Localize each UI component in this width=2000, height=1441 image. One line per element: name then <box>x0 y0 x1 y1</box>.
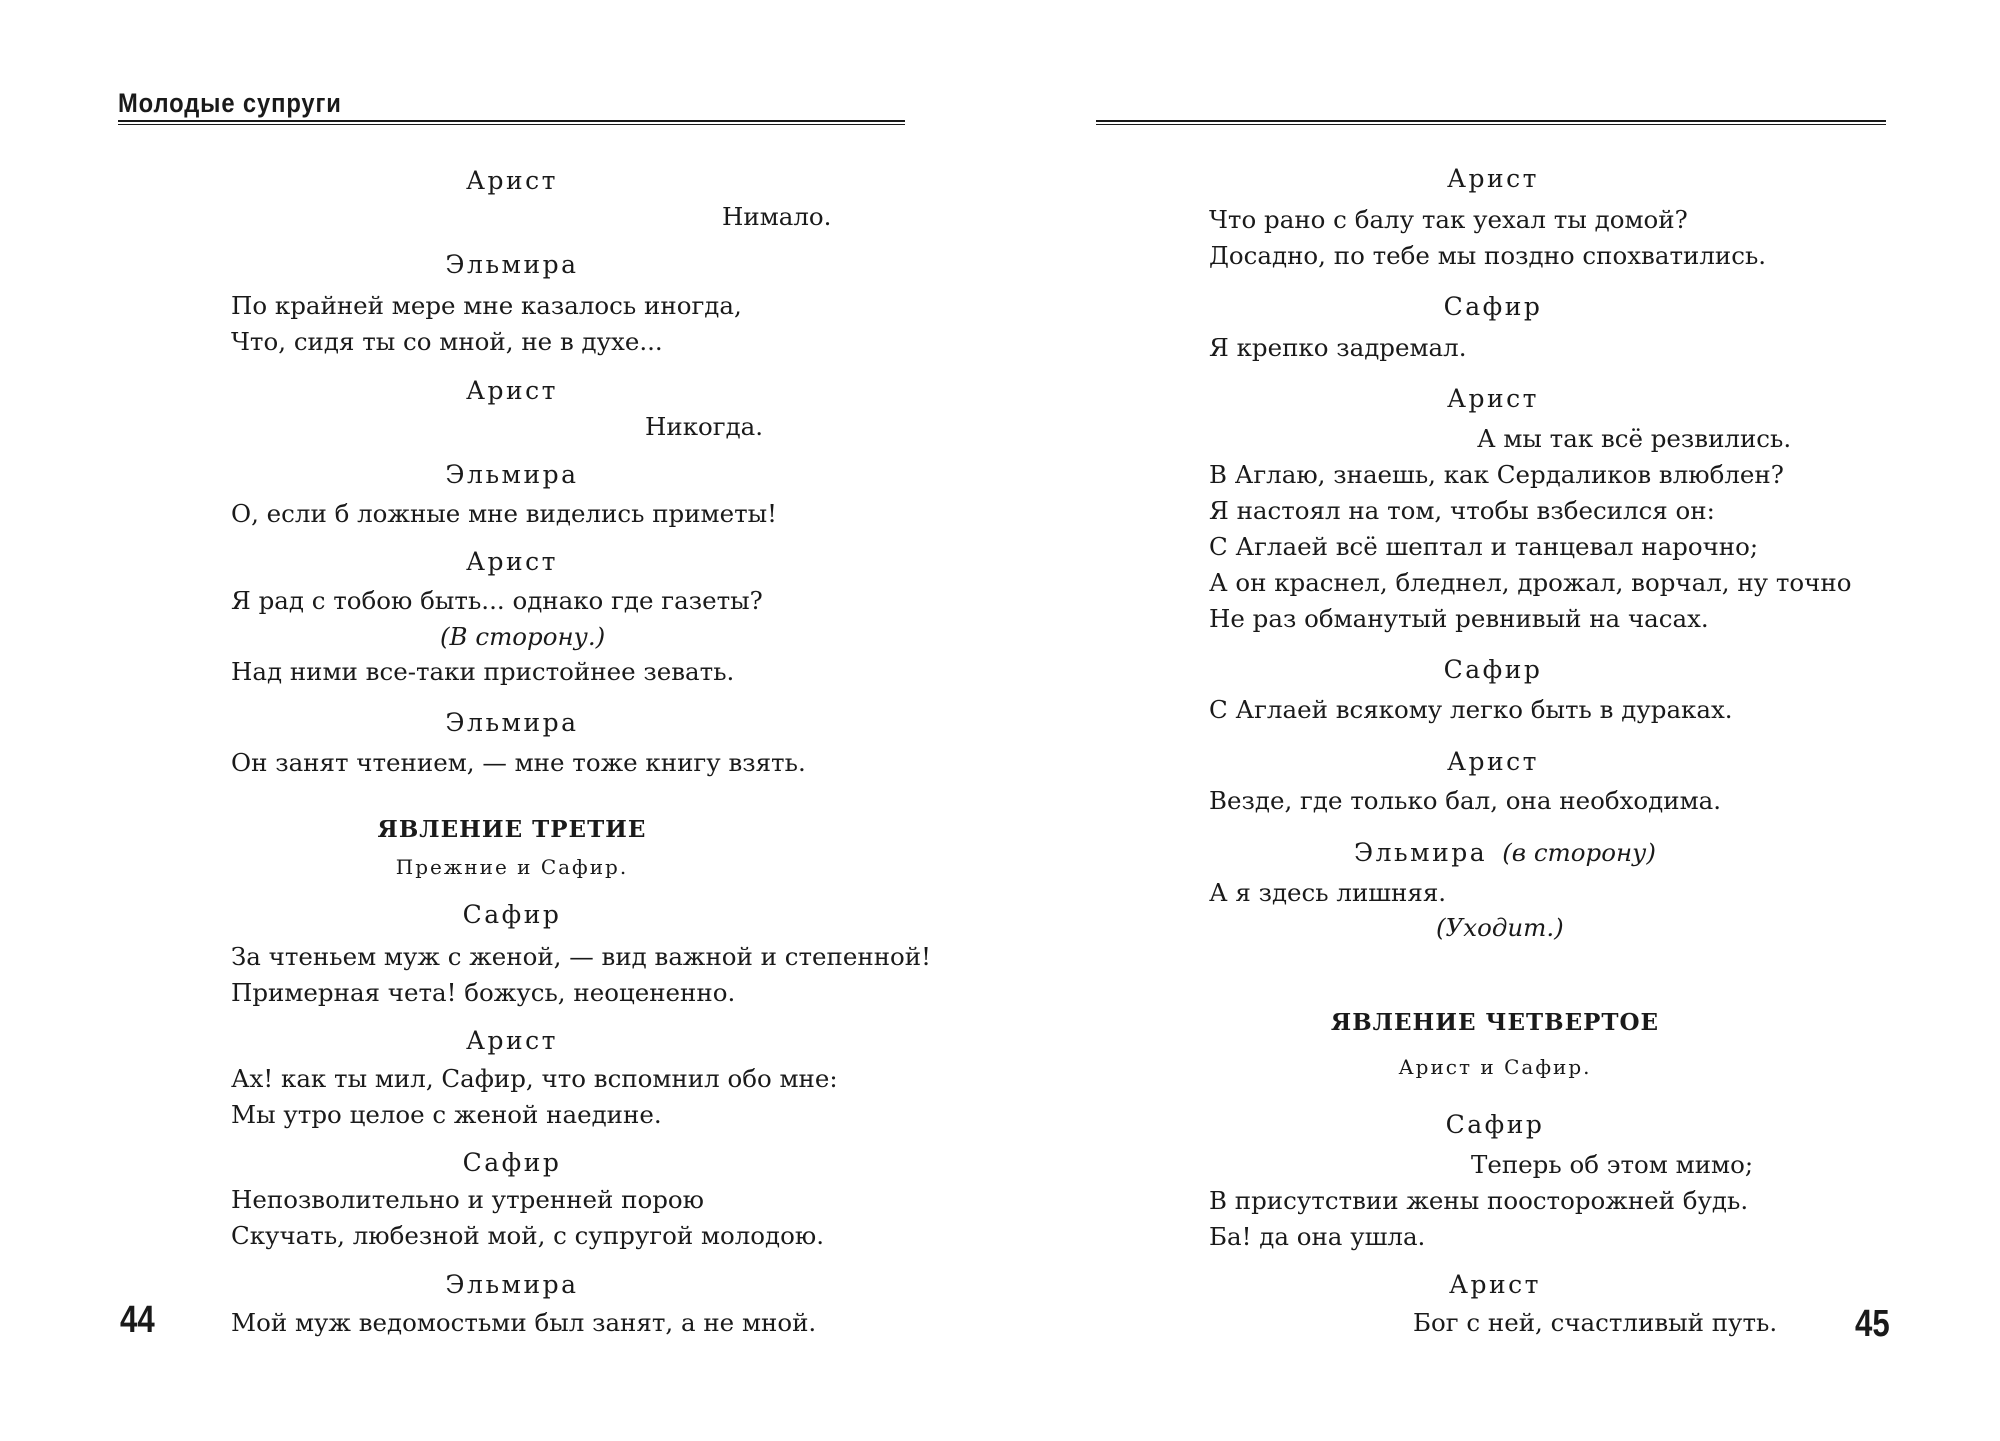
verse-line: А я здесь лишняя. <box>1209 878 1447 907</box>
verse-line: С Аглаей всё шептал и танцевал нарочно; <box>1209 532 1759 561</box>
speaker-name: Арист <box>1447 747 1539 776</box>
verse-line: За чтеньем муж с женой, — вид важной и степенной! <box>231 942 931 971</box>
verse-line: Что, сидя ты со мной, не в духе... <box>231 327 663 356</box>
verse-line: Ах! как ты мил, Сафир, что вспомнил обо мне: <box>231 1064 838 1093</box>
verse-line: Скучать, любезной мой, с супругой молодою. <box>231 1221 825 1250</box>
verse-line: Я крепко задремал. <box>1209 333 1467 362</box>
verse-line: В присутствии жены поосторожней будь. <box>1209 1186 1749 1215</box>
verse-line: Везде, где только бал, она необходима. <box>1209 786 1722 815</box>
verse-line: По крайней мере мне казалось иногда, <box>231 291 742 320</box>
speaker-name: Арист <box>1449 1270 1541 1299</box>
verse-line: Бог с ней, счастливый путь. <box>1413 1308 1778 1337</box>
verse-line: Мой муж ведомостьми был занят, а не мной. <box>231 1308 817 1337</box>
verse-line: Примерная чета! божусь, неоцененно. <box>231 978 736 1007</box>
verse-line: О, если б ложные мне виделись приметы! <box>231 499 777 528</box>
speaker-name: Сафир <box>462 900 562 929</box>
running-title: Молодые супруги <box>118 88 342 118</box>
verse-line: Ба! да она ушла. <box>1209 1222 1426 1251</box>
verse-line: Он занят чтением, — мне тоже книгу взять. <box>231 748 806 777</box>
scene-heading: ЯВЛЕНИЕ ЧЕТВЕРТОЕ <box>1330 1009 1660 1036</box>
speaker-name: Арист <box>466 166 558 195</box>
verse-line: С Аглаей всякому легко быть в дураках. <box>1209 695 1733 724</box>
speaker-with-aside <box>1354 838 1656 867</box>
cast-list: Прежние и Сафир. <box>395 855 629 879</box>
speaker-name: Сафир <box>1445 1110 1545 1139</box>
verse-line: Теперь об этом мимо; <box>1471 1150 1754 1179</box>
speaker-name: Эльмира <box>445 250 579 279</box>
verse-line: А он краснел, бледнел, дрожал, ворчал, ну точно <box>1209 568 1852 597</box>
verse-line: Над ними все-таки пристойнее зевать. <box>231 657 735 686</box>
header-rule-left <box>118 120 905 125</box>
verse-line: Я рад с тобою быть... однако где газеты? <box>231 586 763 615</box>
page-number: 44 <box>120 1299 155 1341</box>
verse-line: Досадно, по тебе мы поздно спохватились. <box>1209 241 1767 270</box>
speaker-name: Сафир <box>1443 655 1543 684</box>
speaker-name: Арист <box>1447 164 1539 193</box>
verse-line: Никогда. <box>645 412 764 441</box>
verse-line: Непозволительно и утренней порою <box>231 1185 704 1214</box>
verse-line: А мы так всё резвились. <box>1477 424 1792 453</box>
stage-direction: (Уходит.) <box>1436 913 1564 942</box>
stage-direction: (В сторону.) <box>440 622 606 651</box>
page-number: 45 <box>1855 1303 1890 1345</box>
speaker-name: Эльмира <box>445 1270 579 1299</box>
speaker-name: Сафир <box>1443 292 1543 321</box>
verse-line: Нимало. <box>722 202 832 231</box>
speaker-name: Эльмира <box>1354 838 1488 867</box>
verse-line: Не раз обманутый ревнивый на часах. <box>1209 604 1709 633</box>
cast-list: Арист и Сафир. <box>1398 1055 1592 1079</box>
speaker-name: Эльмира <box>445 708 579 737</box>
speaker-name: Арист <box>466 376 558 405</box>
header-rule-right <box>1096 120 1886 125</box>
verse-line: Что рано с балу так уехал ты домой? <box>1209 205 1688 234</box>
speaker-name: Арист <box>466 547 558 576</box>
speaker-name: Сафир <box>462 1148 562 1177</box>
speaker-name: Эльмира <box>445 460 579 489</box>
verse-line: Я настоял на том, чтобы взбесился он: <box>1209 496 1715 525</box>
verse-line: Мы утро целое с женой наедине. <box>231 1100 662 1129</box>
verse-line: В Аглаю, знаешь, как Сердаликов влюблен? <box>1209 460 1784 489</box>
stage-direction: (в сторону) <box>1502 838 1656 867</box>
speaker-name: Арист <box>466 1026 558 1055</box>
scene-heading: ЯВЛЕНИЕ ТРЕТИЕ <box>377 816 647 843</box>
speaker-name: Арист <box>1447 384 1539 413</box>
